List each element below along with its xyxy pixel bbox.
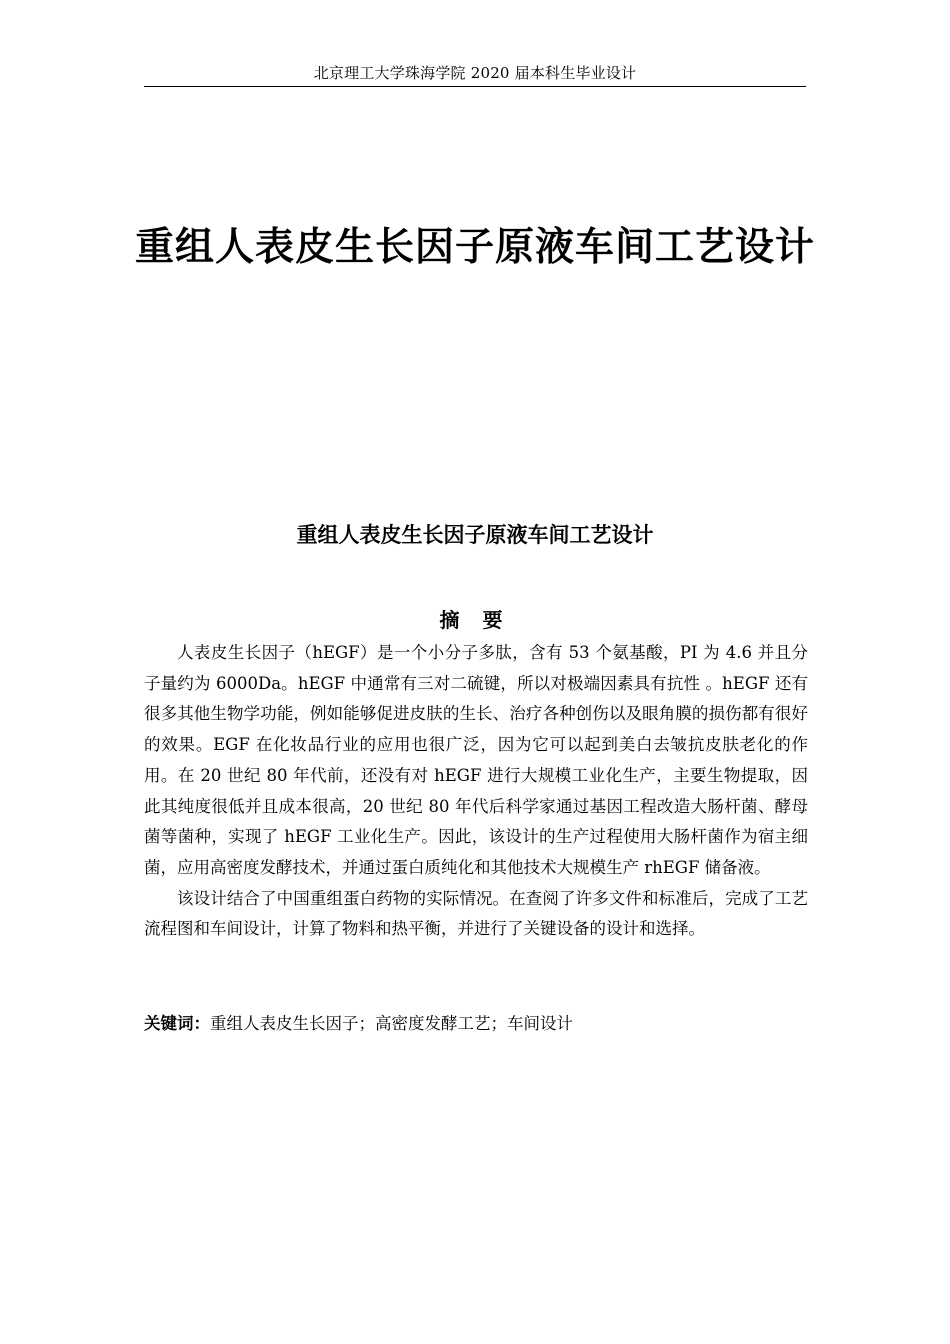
keywords-label: 关键词： — [144, 1014, 210, 1033]
abstract-heading: 摘 要 — [439, 608, 511, 632]
abstract-body — [144, 638, 808, 945]
header-divider — [144, 86, 806, 87]
keywords-line — [144, 1009, 806, 1039]
abstract-paragraph: 该设计结合了中国重组蛋白药物的实际情况。在查阅了许多文件和标准后，完成了工艺流程图和车间设计，计算了物料和热平衡，并进行了关键设备的设计和选择。 — [144, 888, 808, 939]
keywords-text: 重组人表皮生长因子；高密度发酵工艺；车间设计 — [210, 1014, 573, 1033]
thesis-title: 重组人表皮生长因子原液车间工艺设计 — [134, 225, 815, 270]
running-header: 北京理工大学珠海学院 2020 届本科生毕业设计 — [313, 64, 637, 82]
abstract-title: 重组人表皮生长因子原液车间工艺设计 — [296, 523, 654, 547]
abstract-paragraph: 人表皮生长因子（hEGF）是一个小分子多肽，含有 53 个氨基酸，PI 为 4.6 并且分子量约为 6000Da。hEGF 中通常有三对二硫键，所以对极端因素具有抗性 。hEGF 还有很多其他生物学功能，例如能够促进皮肤的生长、治疗各种创伤以及眼角膜的损伤都有很好的效果。EGF 在化妆品行业的应用也很广泛，因为它可以起到美白去皱抗皮肤老化的作用。在 20 世纪 80 年代前，还没有对 hEGF 进行大规模工业化生产，主要生物提取，因此其纯度很低并且成本很高，20 世纪 80 年代后科学家通过基因工程改造大肠杆菌、酵母菌等菌种，实现了 hEGF 工业化生产。因此，该设计的生产过程使用大肠杆菌作为宿主细菌，应用高密度发酵技术，并通过蛋白质纯化和其他技术大规模生产 rhEGF 储备液。 — [144, 643, 808, 877]
